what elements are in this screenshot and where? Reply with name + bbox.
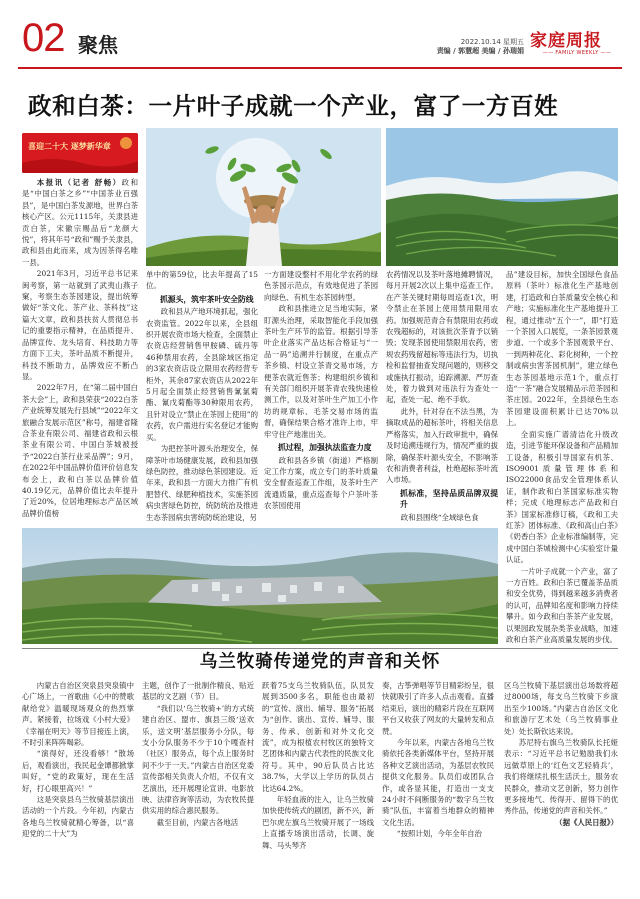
article1-column-1 xyxy=(22,177,138,519)
paragraph: 奏，古筝弹唱等节目精彩纷呈，很快就吸引了许多人点击观看。直播结束后，演出的精彩片段在互联网平台又收获了网友的大量转发和点赞。 xyxy=(382,681,494,736)
paragraph: 一方面建设整村不用化学农药的绿色茶园示范点，有效地促进了茶园向绿色、有机生态茶园转型。 xyxy=(264,270,378,302)
newspaper-name: 家庭周报 xyxy=(530,31,602,51)
page-number: 02 xyxy=(22,16,65,60)
tea-mountain-photo xyxy=(386,128,618,266)
subheading: 抓源头，筑牢茶叶安全防线 xyxy=(160,294,254,304)
banner-decoration-icon xyxy=(22,133,138,173)
paragraph: 政和县从产地环境抓起，强化农资监管。2022年以来，全县组织开展农资市场大检查，全面禁止农资店经营销售甲胺磷、硫丹等46种禁用农药，全县除域区指定的3家农资店设立限用农药经营专柜外，其余87家农资店从2022年5月起全面禁止经营销售氰氯菊酯、氰戊菊酯等30种限用农药，且针对设立“禁止在茶园上使用”的农药，农户需进行实名登记才能购买。 xyxy=(146,307,258,442)
paragraph: 政和是“中国白茶之乡”“中国茶业百强县”，是中国白茶发源地，世界白茶核心产区。公元1115年，关隶县进贡白茶，宋徽宗赐品后“龙颜大悦”，将其年号“政和”赐予关隶县，政和县由此而来，成为因茶得名唯一县。 xyxy=(22,178,138,267)
paragraph: 政和县推进立足当地实际，紧盯源头治理，采取智能化手段加强茶叶生产环节的监管。根据引导茶叶企业落实产品达标合格证与“一品一码”追溯并行制度，在重点产茶乡镇、村设立茶青交易市场，方便茶农就近售茶；构建组织乡镇和有关部门组织开展茶青农残快速检测工作，以及对茶叶生产加工小作坊的规章标、毛茶交易市场的监督，确保结果合格才准许上市，牢牢守住产地准出关。 xyxy=(264,304,378,439)
paragraph: “我们以‘乌兰牧骑+’的方式统建自治区、盟市、旗县三级‘送欢乐，送文明’基层服务小分队，每支小分队服务不少于10个嘎查村（社区）服务点，每个点上服务时间不少于一天。”内蒙古自治区党委宣传部相关负责人介绍，不仅有文艺演出，还开展理论宣讲、电影放映、法律咨询等活动，为农牧民提供实用的综合惠民服务。 xyxy=(142,703,254,816)
source-credit: （据《人民日报》） xyxy=(555,817,618,827)
newspaper-logo xyxy=(530,32,624,62)
paragraph: 跃着75支乌兰牧骑队伍，队员发展到3500多名，职能也由最初的“宣传、演出、辅导、服务”拓展为“创作、演出、宣传、辅导、服务、传承、创新和对外文化交流”，成为根植农村牧区的独特文艺团体和内蒙古代表性的民族文化符号。其中，90后队员占比达38.7%，大学以上学历的队员占比达64.2%。 xyxy=(262,681,374,793)
paragraph: 苏尼特右旗乌兰牧骑队长托娅表示：“习近平总书记勉励我们永远做草原上的‘红色文艺轻骑兵’，我们将继续扎根生活沃土，服务农民群众，推动文艺创新，努力创作更多接地气、传得开、留得下的优秀作品，传递党的声音和关怀。” xyxy=(504,738,618,816)
subheading: 抓标准，坚持品质品牌双提升 xyxy=(400,488,498,510)
paragraph: 这是突泉县乌兰牧骑基层演出活动的一个片段。今年初，内蒙古各地乌兰牧骑就精心筹备，以“喜迎党的二十大”为 xyxy=(22,795,134,839)
tea-garden-panorama-photo xyxy=(22,528,498,644)
article2-column-1 xyxy=(22,680,134,840)
header-divider xyxy=(18,67,622,69)
section-title: 聚焦 xyxy=(78,33,118,57)
paragraph: 品”建设目标，加快全国绿色食品原料（茶叶）标准化生产基地创建，打造政和白茶质量安全核心和产地；实施标准化生产基地提升工程，通过推动“五个一”，即“打造一个茶园入口展览，一条茶园景观步道、一个或多个茶园观景平台、一到两种花化、彩化树种，一个控制或病虫害茶园机制”，建立绿色生态茶园基地示范1个，重点打造“一茶”融合发展精品示范茶园和茶庄园。2022年，全县绿色生态茶园建设面积累计已达70%以上。 xyxy=(506,270,618,428)
paragraph: 农药情况以及茶叶落地摊聘情况，每月开展2次以上集中巡查工作。在产茶关键时期每周巡查1次，明令禁止在茶园上使用禁用限用农药。加强规范青合有禁限用农药或农残超标的，对该批次茶青予以销毁；发现茶园使用禁限用农药，密规农药残留超标等违法行为，切执检和监督抽查发现问题的，则移交或施执打振动，追踪溯源、严厉查处，着力做到对违法行为查处一起，查处一起、绝不手软。 xyxy=(386,270,498,405)
article2-column-4 xyxy=(382,680,494,840)
paragraph: 政和县各乡镇（街道）严格制定工作方案，成立专门的茶叶质量安全督查巡查工作组，及茶叶生产流通质量，重点巡查每个户茶叶茶农茶园使用 xyxy=(264,455,378,511)
article2-column-3 xyxy=(262,680,374,851)
paragraph: 区乌兰牧骑下基层演出总场数将超过8000场，每支乌兰牧骑下乡演出至少100场。”内蒙古自治区文化和旅游厅艺术处（乌兰牧骑事业处）处长斯钦达来说。 xyxy=(504,681,618,736)
paragraph: 政和县围绕“全域绿色食 xyxy=(400,512,479,522)
paragraph: 截至目前，内蒙古各地活 xyxy=(156,817,239,827)
article1-column-2 xyxy=(146,269,258,523)
paragraph: 全面实施广谱清洁化升级改造，引进节能环保设备和产品精加工设备，积极引导国家有机茶、ISO9001质量管理体系和ISO22000食品安全管理体系认证，制作政和白茶国家标准实物样；完成《地理标志产品政和白茶》国家标准修订稿，《政和工夫红茶》团体标准、《政和高山白茶》《奶香白茶》企业标准编制等，完成中国白茶城检测中心实验室计量认证。 xyxy=(506,429,618,565)
newspaper-english-name: —— FAMILY WEEKLY —— xyxy=(542,50,612,56)
paragraph: 单中的第59位，比去年提高了15位。 xyxy=(146,270,258,291)
paragraph: “按照计划，今年全年自治 xyxy=(396,829,482,839)
paragraph: 年轻血液的注入，让乌兰牧骑加快使传统式的剧团，新不兴，新巴尔虎左旗乌兰牧骑开展了一场线上直播专场演出活动，长调、旋舞、马头琴齐 xyxy=(262,795,374,850)
paragraph: 主题，创作了一批制作精良、贴近基层的文艺剧（节）目。 xyxy=(142,681,254,702)
theme-banner xyxy=(22,133,138,173)
article1-column-5 xyxy=(506,269,618,645)
subheading: 抓过程，加强执法监查力度 xyxy=(278,443,372,453)
byline: 本报讯（记者 舒畅） xyxy=(36,178,122,187)
article-headline: 政和白茶：一片叶子成就一个产业，富了一方百姓 xyxy=(28,92,559,120)
article2-column-2 xyxy=(142,680,254,828)
paragraph: 一片叶子成就一个产业，富了一方百姓。政和白茶已覆盖茶品质和安全优势，得到越来越多消费者的认可，品牌知名度和影响力持续攀升。如今政和白茶茶产业发展，以果园政发展杂类茶业战略，加速政和白茶产业高质量发展的步伐。 xyxy=(506,566,618,644)
paragraph: 2022年7月，在“第二届中国白茶大会”上，政和县荣获“2022白茶产业统筹发展先行县域”“2022年文旅融合发展示范区”称号，福建省隆合茶业有限公司、福建省政和云根茶业有限公司、中国白茶城被授予“2022白茶行业采品牌”；9月，在2022年中国品牌价值评价信息发布会上，政和白茶以品牌价值40.19亿元，品牌价值比去年提升了近20%，位居地理标志产品区域品牌价值榜 xyxy=(22,383,138,518)
paragraph: “演得好，还没看够！”散场后，观看演出，我民起金谭都掀掌叫好，“党的政策好，现在生活好，打心眼里高兴！” xyxy=(22,749,134,793)
paragraph: 此外，针对存在不法当黑，为摘取成品的超标茶叶，将相关信息严格落实，加入行政审批中，确保及时追溯违规行为，情况严重的拔除，确保茶叶源头安全，不影响茶农和消费者利益，杜绝超标茶叶流入市场。 xyxy=(386,406,498,485)
article1-column-3 xyxy=(264,269,378,512)
editors-credit: 责编 / 郭慧超 美编 / 孙瑞娟 xyxy=(436,47,524,55)
issue-info xyxy=(437,38,524,56)
article2-headline: 乌兰牧骑传递党的声音和关怀 xyxy=(199,652,441,672)
banner-text: 喜迎二十大 逐梦新华章 xyxy=(28,142,111,151)
paragraph: 2021年3月，习近平总书记来闽考察，第一站就到了武夷山燕子窠，考察生态茶园建设，提出统筹做好“茶文化、茶产业、茶科技”这篇大文章，政和县扶贫人贯彻总书记的重要指示精神，在品质提升、品牌宣传、龙头培育、科技助力等方面下工夫，茶叶品质不断提升，科技不断助力，品牌效应不断凸显。 xyxy=(22,269,138,381)
paragraph: 内蒙古自治区突泉县突泉镇中心广场上，一首歌曲《心中的赞歌献给党》温暖现场观众的热烈掌声。紧接着，拉场戏《小村大爱》《幸福在明天》等节目接连上演，不时引来阵阵喝彩。 xyxy=(22,681,134,748)
tea-picker-photo xyxy=(146,128,381,266)
issue-date: 2022.10.14 星期五 xyxy=(460,38,524,46)
article1-column-4 xyxy=(386,269,498,523)
section-divider xyxy=(22,648,618,649)
paragraph: 今年以来，内蒙古各地乌兰牧骑依托各类新媒体平台，坚持开展各种文艺演出活动，为基层农牧民提供文化服务。队员们或团队合作，或各显其能，打造出一支支24小时不间断服务的“数字乌兰牧骑”队伍，丰富着当地群众的精神文化生活。 xyxy=(382,738,494,827)
article2-column-5 xyxy=(504,680,618,828)
paragraph: 为把控茶叶源头治理安全，保障茶叶市场健康发展，政和县加强绿色防控，推动绿色茶园建设。近年来，政和县一方面大力推广有机肥替代、绿肥种植技术，实施茶园病虫害绿色防控，统防统治及推进生态茶园病虫害统防统治建设，另 xyxy=(146,444,258,522)
